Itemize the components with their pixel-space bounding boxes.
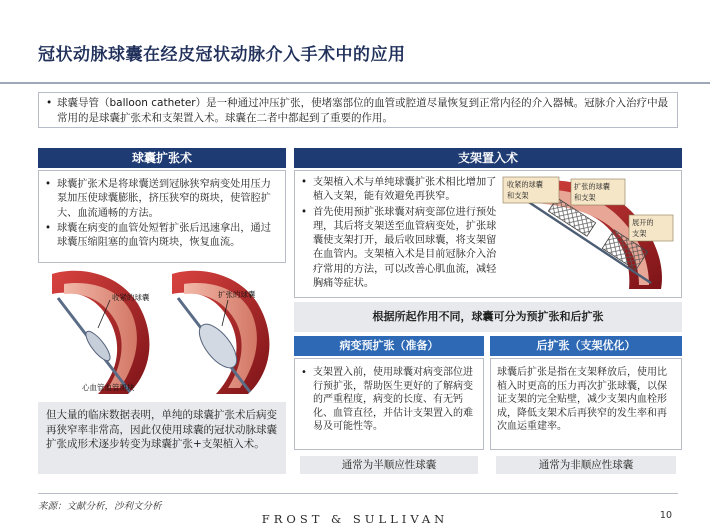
post-dilation-box — [490, 358, 682, 450]
label-collapsed-balloon-stent-2: 和支架 — [507, 191, 529, 200]
brand-logo: FROST & SULLIVAN — [261, 512, 449, 526]
right-bullet-2: • 首先使用预扩张球囊对病变部位进行预处理，其后将支架送至血管病变处，扩张球囊使支架打开，最后收回球囊，将支架留在血管内。支架植入术是目前冠脉介入治疗常用的方法，可以改善心肌血流，减轻胸痛等症状。 — [301, 206, 499, 292]
label-expanded-balloon-stent-2: 和支架 — [574, 193, 596, 202]
label-deployed-stent-2: 支架 — [632, 229, 647, 238]
stent-illustration — [501, 175, 677, 293]
intro-box — [38, 92, 678, 128]
balloon-angioplasty-illustration — [38, 264, 286, 402]
footer-divider — [38, 493, 678, 494]
label-collapsed-balloon: 收紧的球囊 — [112, 293, 150, 302]
label-expanded-balloon-stent-1: 扩张的球囊 — [574, 182, 610, 191]
left-panel-note — [38, 402, 286, 474]
post-dilation-text: 球囊后扩张是指在支架释放后，使用比植入时更高的压力再次扩张球囊，以保证支架的完全贴壁，减少支架内血栓形成，降低支架术后再狭窄的发生率和再次血运重建率。 — [497, 367, 667, 433]
left-panel-header: 球囊扩张术 — [38, 148, 286, 168]
left-panel-bullets — [38, 170, 286, 263]
pre-dilation-box — [294, 358, 484, 450]
post-dilation-footer: 通常为非顺应性球囊 — [496, 456, 676, 474]
pre-dilation-text: • 支架置入前，使用球囊对病变部位进行预扩张，帮助医生更好的了解病变的严重程度，病变的长度、有无钙化、血管直径，并估计支架置入的难易及可能性等。 — [301, 366, 477, 434]
right-bullet-1: • 支架植入术与单纯球囊扩张术相比增加了植入支架，能有效避免再狭窄。 — [301, 176, 499, 205]
label-plaque: 心血管血管斑块 — [82, 383, 135, 392]
right-panel-header: 支架置入术 — [294, 148, 682, 168]
page-title: 冠状动脉球囊在经皮冠状动脉介入手术中的应用 — [38, 45, 406, 65]
intro-text: 球囊导管（balloon catheter）是一种通过冲压扩张，使堵塞部位的血管或腔道尽量恢复到正常内径的介入器械。冠脉介入治疗中最常用的是球囊扩张术和支架置入术。球囊在二者中都起到了重要的作用。 — [57, 97, 669, 124]
label-deployed-stent-1: 展开的 — [632, 218, 654, 227]
label-expanded-balloon: 扩张的球囊 — [218, 290, 256, 299]
post-dilation-header: 后扩张（支架优化） — [490, 336, 682, 356]
classification-banner: 根据所起作用不同，球囊可分为预扩张和后扩张 — [294, 302, 682, 332]
pre-dilation-footer: 通常为半顺应性球囊 — [300, 456, 478, 474]
title-divider — [0, 82, 710, 84]
left-note-text: 但大量的临床数据表明，单纯的球囊扩张术后病变再狭窄率非常高，因此仅使用球囊的冠状动脉球囊扩张成形术逐步转变为球囊扩张+支架植入术。 — [46, 409, 277, 450]
source-note: 来源：文献分析，沙利文分析 — [38, 501, 162, 512]
left-bullet-2: • 球囊在病变的血管处短暂扩张后迅速拿出，通过球囊压缩阻塞的血管内斑块，恢复血流。 — [45, 222, 279, 251]
right-panel-top — [294, 170, 682, 298]
pre-dilation-header: 病变预扩张（准备） — [294, 336, 484, 356]
label-collapsed-balloon-stent-1: 收紧的球囊 — [507, 180, 543, 189]
left-bullet-1: • 球囊扩张术是将球囊送到冠脉狭窄病变处用压力泵加压使球囊膨胀，挤压狭窄的斑块，使管腔扩大、血流通畅的方法。 — [45, 178, 279, 221]
page-number: 10 — [659, 510, 672, 521]
